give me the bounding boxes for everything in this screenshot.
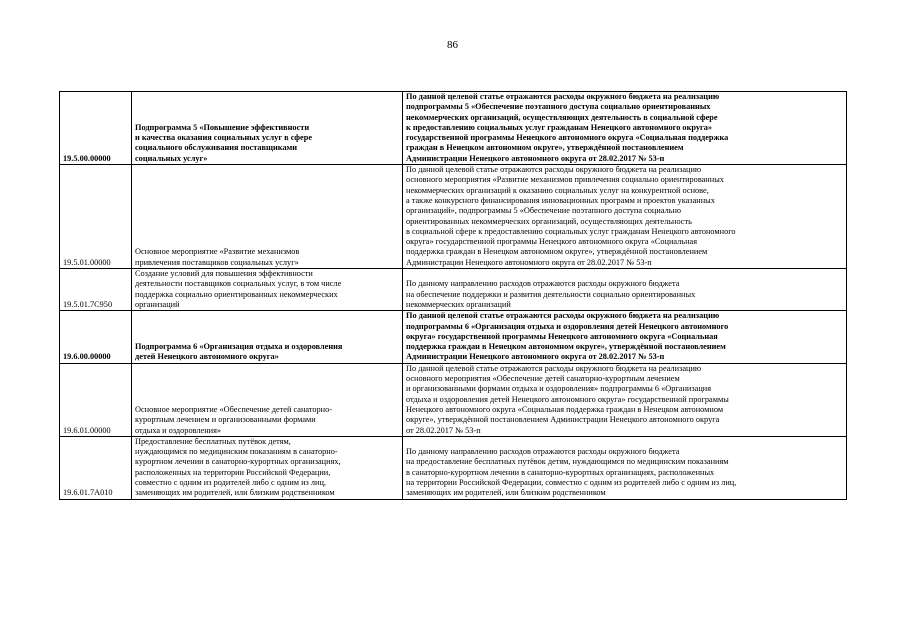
row-description-line: на территории Российской Федерации, совместно с одним из родителей либо с одним из лиц, [406,477,737,487]
row-name-line: курортным лечением и организованными формами [135,415,316,425]
row-description [403,165,847,269]
row-name [132,363,403,436]
row-code: 19.5.01.00000 [60,165,132,269]
row-description-line: на обеспечение поддержки и развития деятельности социально ориентированных [406,289,696,299]
row-description-line: поддержка граждан в Ненецком автономном округе», утверждённой постановлением [406,342,726,352]
row-description [403,269,847,311]
row-description-line: организаций», подпрограммы 5 «Обеспечение поэтапного доступа социально [406,206,682,216]
table-row [60,165,847,269]
row-name-line: привлечения поставщиков социальных услуг» [135,257,299,267]
row-description-line: По данному направлению расходов отражаются расходы окружного бюджета [406,279,680,289]
row-description-line: отдыха и оздоровления детей Ненецкого автономного округа» государственной программы [406,394,729,404]
budget-classification-table [59,91,847,500]
row-name-line: курортном лечении в санаторно-курортных организациях, [135,457,341,467]
row-code: 19.5.01.7С950 [60,269,132,311]
row-description-line: на предоставление бесплатных путёвок детям, нуждающимся по медицинским показаниям [406,457,729,467]
row-description [403,92,847,165]
row-description-line: в социальной сфере к предоставлению социальных услуг гражданам Ненецкого автономного [406,226,736,236]
row-description-line: основного мероприятия «Обеспечение детей санаторно-курортным лечением [406,374,680,384]
row-description-line: ориентированных некоммерческих организаций, осуществляющих деятельность [406,216,692,226]
row-name [132,92,403,165]
row-description-line: основного мероприятия «Развитие механизмов привлечения социально ориентированных [406,175,724,185]
row-description-line: к предоставлению социальных услуг гражданам Ненецкого автономного округа» [406,122,713,132]
row-name-line: социальных услуг» [135,153,208,163]
table-row [60,269,847,311]
row-name-line: детей Ненецкого автономного округа» [135,352,279,362]
row-description-line: По данной целевой статье отражаются расходы окружного бюджета на реализацию [406,363,702,373]
row-description-line: Ненецкого автономного округа «Социальная поддержка граждан в Ненецком автономном [406,404,724,414]
row-name-line: организаций [135,299,180,309]
row-description [403,436,847,499]
row-name-line: Подпрограмма 6 «Организация отдыха и оздоровления [135,342,343,352]
row-name-line: деятельности поставщиков социальных услуг, в том числе [135,279,342,289]
row-name [132,165,403,269]
row-description-line: граждан в Ненецком автономном округе», утверждённой постановлением [406,143,684,153]
row-description-line: подпрограммы 5 «Обеспечение поэтапного доступа социально ориентированных [406,102,711,112]
table-row [60,436,847,499]
table-row [60,311,847,363]
row-name-line: Предоставление бесплатных путёвок детям, [135,436,291,446]
row-name-line: Подпрограмма 5 «Повышение эффективности [135,122,310,132]
row-description-line: По данной целевой статье отражаются расходы окружного бюджета на реализацию [406,165,702,175]
row-description [403,311,847,363]
row-name [132,269,403,311]
row-description-line: некоммерческих организаций [406,299,511,309]
row-name-line: совместно с одним из родителей либо с одним из лиц, [135,477,326,487]
row-description-line: государственной программы Ненецкого автономного округа «Социальная поддержка [406,133,729,143]
row-name-line: расположенных на территории Российской Федерации, [135,467,331,477]
row-description-line: Администрации Ненецкого автономного округа от 28.02.2017 № 53-п [406,352,665,362]
table-body [60,92,847,500]
row-name-line: заменяющих им родителей, или близким родственником [135,488,335,498]
row-name-line: Основное мероприятие «Развитие механизмов [135,247,300,257]
row-description-line: По данному направлению расходов отражаются расходы окружного бюджета [406,447,680,457]
row-description-line: в санаторно-курортном лечении в санаторно-курортных организациях, расположенных [406,467,715,477]
row-name [132,311,403,363]
table-row [60,363,847,436]
row-name-line: и качества оказания социальных услуг в сфере [135,133,313,143]
row-code: 19.6.01.7А010 [60,436,132,499]
row-description-line: а также конкурсного финансирования инновационных программ и проектов указанных [406,195,715,205]
row-name-line: Основное мероприятие «Обеспечение детей санаторно- [135,404,333,414]
row-code: 19.5.00.00000 [60,92,132,165]
row-name [132,436,403,499]
row-code: 19.6.00.00000 [60,311,132,363]
row-description-line: По данной целевой статье отражаются расходы окружного бюджета на реализацию [406,311,720,321]
row-description-line: подпрограммы 6 «Организация отдыха и оздоровления детей Ненецкого автономного [406,321,729,331]
row-description-line: и организованными формами отдыха и оздоровления» подпрограммы 6 «Организация [406,384,712,394]
row-name-line: отдыха и оздоровления» [135,425,222,435]
row-name-line: социального обслуживания поставщиками [135,143,298,153]
row-description [403,363,847,436]
row-name-line: Создание условий для повышения эффективности [135,269,313,279]
table-row [60,92,847,165]
row-name-line: нуждающимся по медицинским показаниям в санаторно- [135,447,338,457]
row-description-line: некоммерческих организаций к оказанию социальных услуг на конкурентной основе, [406,185,709,195]
row-description-line: Администрации Ненецкого автономного округа от 28.02.2017 № 53-п [406,257,652,267]
row-description-line: некоммерческих организаций, осуществляющих деятельность в социальной сфере [406,112,718,122]
row-name-line: поддержка социально ориентированных некоммерческих [135,289,338,299]
row-description-line: По данной целевой статье отражаются расходы окружного бюджета на реализацию [406,92,720,101]
row-description-line: округе», утверждённой постановлением Администрации Ненецкого автономного округа [406,415,720,425]
row-description-line: Администрации Ненецкого автономного округа от 28.02.2017 № 53-п [406,153,665,163]
row-code: 19.6.01.00000 [60,363,132,436]
row-description-line: округа» государственной программы Ненецкого автономного округа «Социальная [406,331,718,341]
row-description-line: поддержка граждан в Ненецком автономном округе», утверждённой постановлением [406,247,708,257]
row-description-line: округа» государственной программы Ненецкого автономного округа «Социальная [406,237,698,247]
row-description-line: от 28.02.2017 № 53-п [406,425,481,435]
page-number: 86 [447,39,458,51]
row-description-line: заменяющих им родителей, или близким родственником [406,488,606,498]
